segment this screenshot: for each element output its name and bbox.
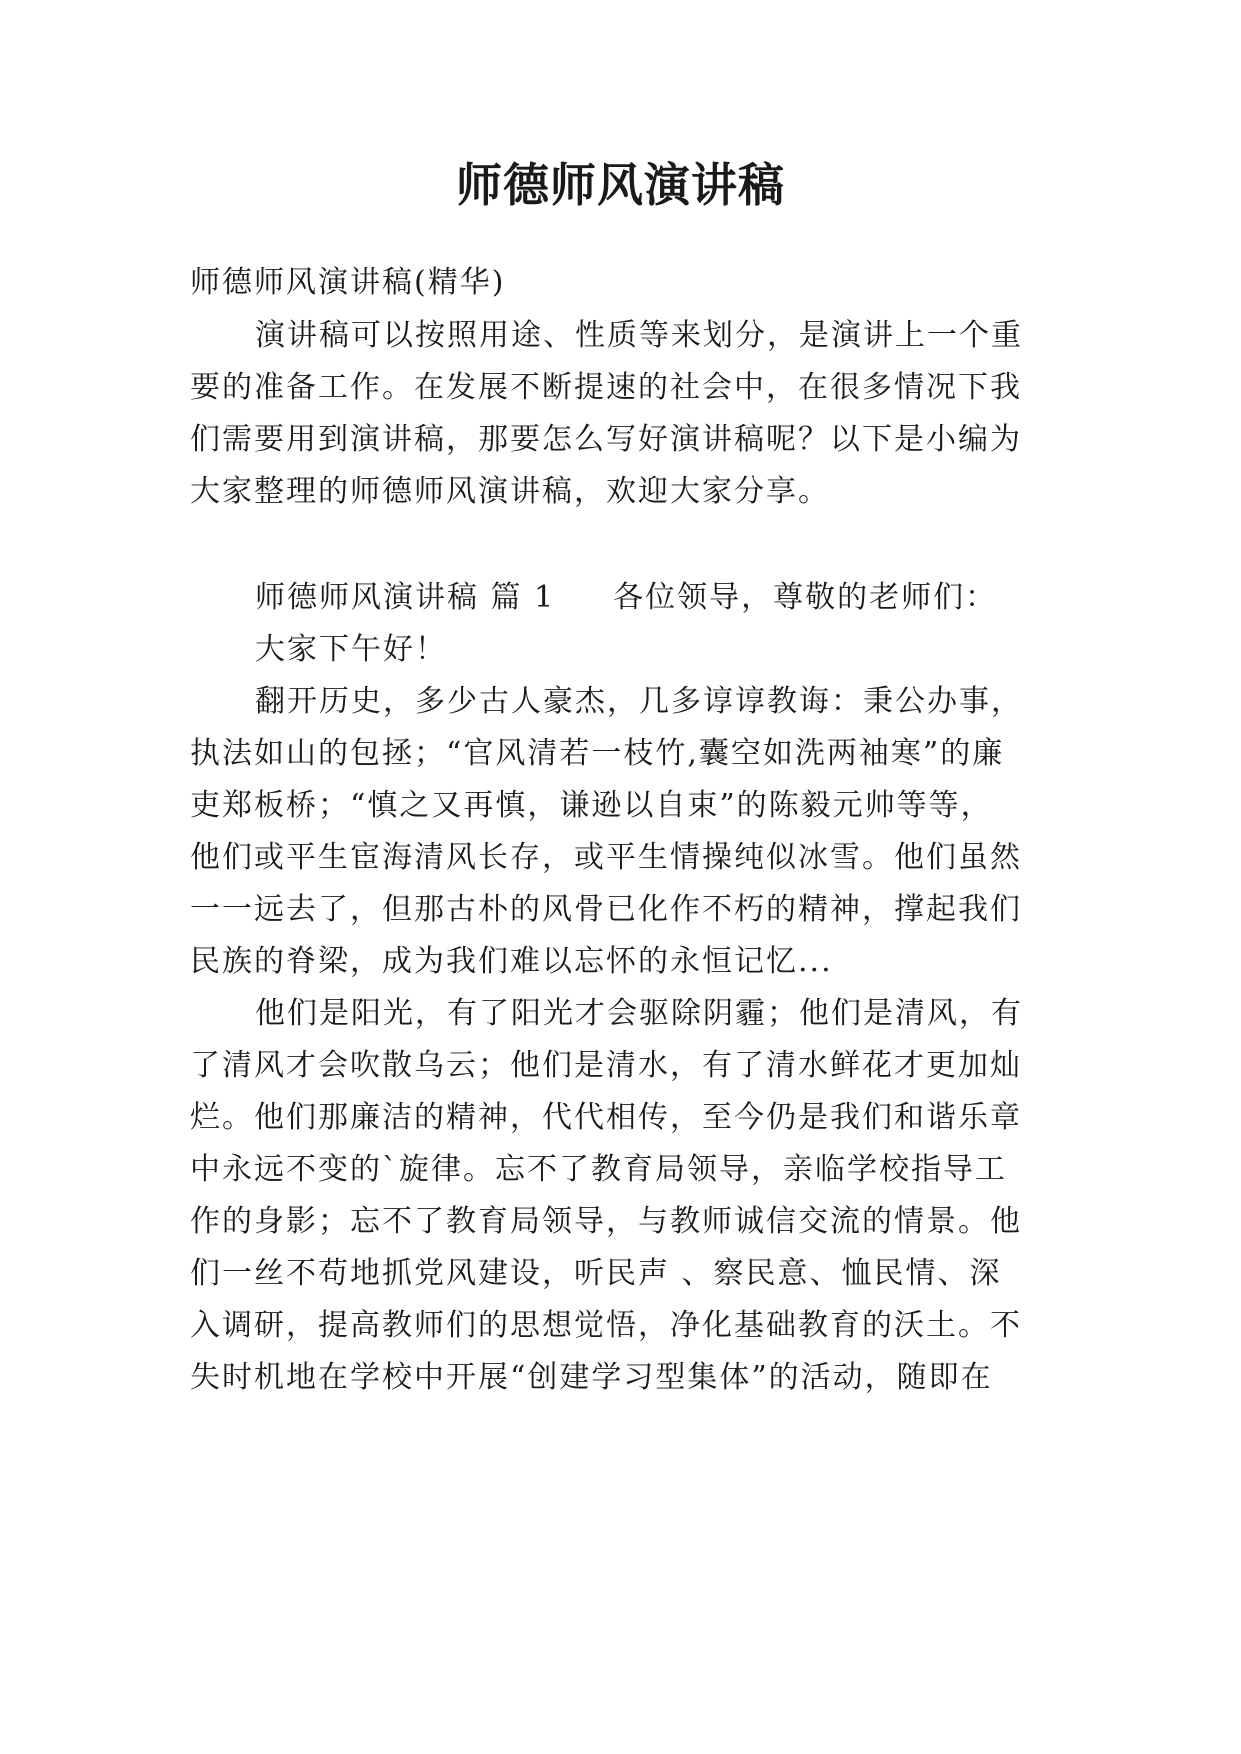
intro-line: 们需要用到演讲稿，那要怎么写好演讲稿呢？以下是小编为 bbox=[190, 422, 1022, 457]
section-heading-row bbox=[255, 578, 1060, 618]
section-heading: 师德师风演讲稿 篇 1 bbox=[255, 580, 556, 615]
document-title: 师德师风演讲稿 bbox=[456, 158, 785, 212]
paragraph-line: 他们是阳光，有了阳光才会驱除阴霾；他们是清风，有 bbox=[255, 996, 1023, 1031]
paragraph-line: 翻开历史，多少古人豪杰，几多谆谆教诲：秉公办事， bbox=[255, 684, 1023, 719]
paragraph-line: 他们或平生宦海清风长存，或平生情操纯似冰雪。他们虽然 bbox=[190, 840, 1022, 875]
paragraph-line: 执法如山的包拯；“官风清若一枝竹,囊空如洗两袖寒”的廉 bbox=[190, 736, 1005, 771]
paragraph-line: 们一丝不苟地抓党风建设，听民声 、察民意、恤民情、深 bbox=[190, 1256, 1002, 1291]
document-subtitle: 师德师风演讲稿(精华) bbox=[190, 265, 506, 300]
intro-line: 大家整理的师德师风演讲稿，欢迎大家分享。 bbox=[190, 474, 830, 509]
paragraph-line: 入调研，提高教师们的思想觉悟，净化基础教育的沃土。不 bbox=[190, 1308, 1022, 1343]
paragraph-line: 烂。他们那廉洁的精神，代代相传，至今仍是我们和谐乐章 bbox=[190, 1100, 1022, 1135]
intro-line: 演讲稿可以按照用途、性质等来划分，是演讲上一个重 bbox=[255, 318, 1023, 353]
paragraph-line: 作的身影；忘不了教育局领导，与教师诚信交流的情景。他 bbox=[190, 1204, 1022, 1239]
paragraph-line: 一一远去了，但那古朴的风骨已化作不朽的精神，撑起我们 bbox=[190, 892, 1022, 927]
paragraph-line: 中永远不变的`旋律。忘不了教育局领导，亲临学校指导工 bbox=[190, 1152, 1007, 1187]
intro-line: 要的准备工作。在发展不断提速的社会中，在很多情况下我 bbox=[190, 370, 1022, 405]
paragraph-line: 失时机地在学校中开展“创建学习型集体”的活动，随即在 bbox=[190, 1360, 993, 1395]
salutation: 各位领导，尊敬的老师们： bbox=[613, 580, 998, 615]
paragraph-line: 了清风才会吹散乌云；他们是清水，有了清水鲜花才更加灿 bbox=[190, 1048, 1022, 1083]
paragraph-line: 民族的脊梁，成为我们难以忘怀的永恒记忆... bbox=[190, 944, 833, 979]
paragraph-line: 吏郑板桥；“慎之又再慎，谦逊以自束”的陈毅元帅等等， bbox=[190, 788, 993, 823]
greeting: 大家下午好！ bbox=[255, 632, 447, 667]
